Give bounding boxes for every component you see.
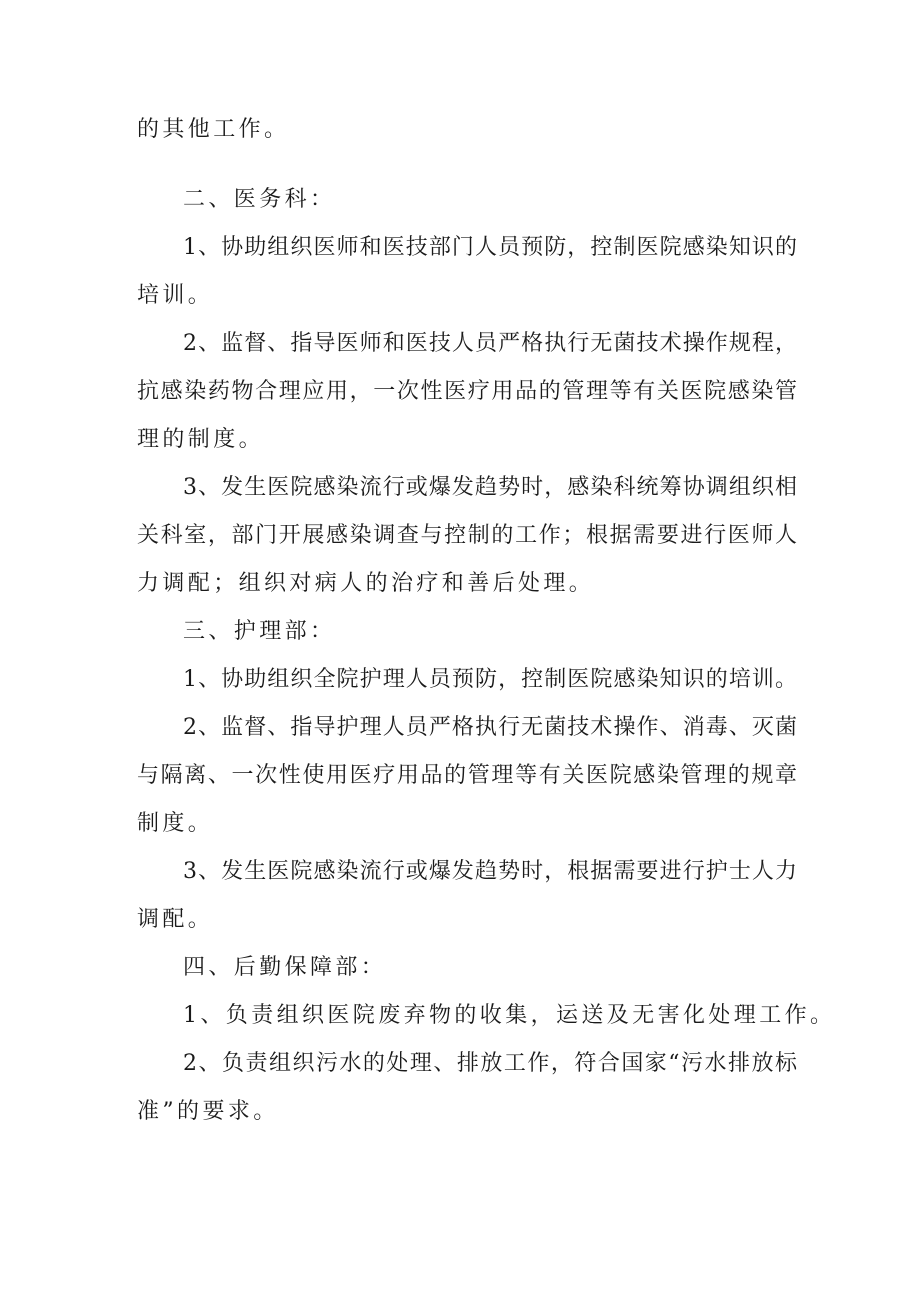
text-line: 3、发生医院感染流行或爆发趋势时，感染科统筹协调组织相 [183, 475, 797, 500]
text-line: 准”的要求。 [137, 1099, 279, 1124]
text-line: 3、发生医院感染流行或爆发趋势时，根据需要进行护士人力 [183, 859, 797, 884]
text-line: 的其他工作。 [137, 117, 290, 142]
heading-text: 四、后勤保障部： [183, 955, 387, 980]
text-line: 2、负责组织污水的处理、排放工作，符合国家“污水排放标 [183, 1051, 797, 1076]
text-line: 理的制度。 [137, 427, 265, 452]
text-line: 2、监督、指导医师和医技人员严格执行无菌技术操作规程， [183, 331, 797, 356]
text-line: 1、协助组织全院护理人员预防，控制医院感染知识的培训。 [183, 667, 797, 692]
text-line: 1、负责组织医院废弃物的收集，运送及无害化处理工作。 [183, 1003, 836, 1028]
text-line: 1、协助组织医师和医技部门人员预防，控制医院感染知识的 [183, 235, 797, 260]
text-line: 与隔离、一次性使用医疗用品的管理等有关医院感染管理的规章 [137, 763, 797, 788]
text-line: 关科室，部门开展感染调查与控制的工作；根据需要进行医师人 [137, 523, 797, 548]
text-line: 抗感染药物合理应用，一次性医疗用品的管理等有关医院感染管 [137, 379, 797, 404]
text-line: 调配。 [137, 907, 214, 932]
text-line: 2、监督、指导护理人员严格执行无菌技术操作、消毒、灭菌 [183, 715, 797, 740]
text-line: 培训。 [137, 283, 214, 308]
heading-text: 二、医务科： [183, 187, 336, 212]
text-line: 力调配；组织对病人的治疗和善后处理。 [137, 571, 595, 596]
heading-text: 三、护理部： [183, 619, 336, 644]
text-line: 制度。 [137, 811, 214, 836]
